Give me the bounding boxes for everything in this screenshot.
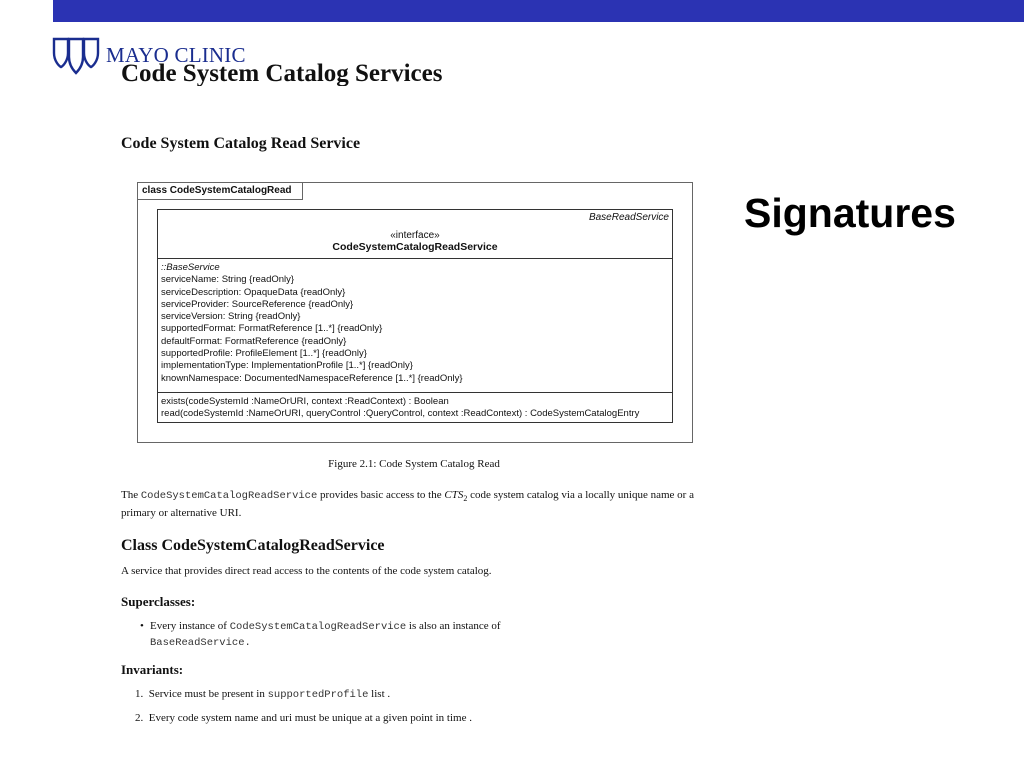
- bullet-text: .: [244, 636, 251, 649]
- cts-label: CTS: [444, 489, 464, 501]
- code-class-name: CodeSystemCatalogReadService: [140, 490, 318, 502]
- cts-subscript: 2: [463, 494, 468, 504]
- uml-attribute: supportedProfile: ProfileElement [1..*] {readOnly}: [161, 348, 367, 360]
- invariant-item: [135, 712, 472, 724]
- invariant-text: Service must be present in: [148, 688, 268, 700]
- uml-attribute: serviceDescription: OpaqueData {readOnly}: [161, 286, 346, 298]
- uml-attribute: implementationType: ImplementationProfile [1..*] {readOnly}: [161, 360, 413, 372]
- top-accent-bar: [53, 0, 1024, 22]
- code-supported-profile: supportedProfile: [267, 689, 369, 701]
- bullet-text: is also an instance of: [406, 620, 501, 632]
- uml-attribute: serviceVersion: String {readOnly}: [161, 311, 301, 323]
- uml-class-box: [157, 209, 673, 423]
- code-class-name: CodeSystemCatalogReadService: [229, 621, 407, 633]
- figure-caption: Figure 2.1: Code System Catalog Read: [328, 458, 500, 470]
- uml-attribute: serviceName: String {readOnly}: [161, 274, 295, 286]
- class-description: A service that provides direct read access to the contents of the code system catalog.: [121, 565, 492, 577]
- class-heading: Class CodeSystemCatalogReadService: [121, 537, 385, 554]
- intro-text: code system catalog via a locally unique name or a primary or alternative URI.: [121, 489, 694, 520]
- invariant-text: Every code system name and uri must be unique at a given point in time .: [148, 712, 472, 724]
- uml-attribute: serviceProvider: SourceReference {readOnly}: [161, 298, 354, 310]
- uml-class-header: [158, 210, 672, 259]
- bullet-icon: •: [140, 620, 144, 632]
- slide-heading: Signatures: [744, 190, 956, 236]
- uml-operation: exists(codeSystemId :NameOrURI, context :ReadContext) : Boolean: [161, 396, 449, 407]
- code-superclass-name: BaseReadService: [150, 636, 245, 649]
- mayo-shield-icon: [52, 35, 100, 75]
- logo-text: MAYO CLINIC: [106, 42, 246, 67]
- document-title: Code System Catalog Services: [121, 60, 443, 86]
- uml-class-diagram: [137, 182, 693, 443]
- uml-class-name: CodeSystemCatalogReadService: [332, 241, 498, 253]
- invariant-item: [135, 688, 390, 701]
- section-title: Code System Catalog Read Service: [121, 135, 361, 152]
- superclass-bullet: [140, 619, 560, 650]
- uml-attribute: defaultFormat: FormatReference {readOnly}: [161, 335, 347, 347]
- uml-attribute: knownNamespace: DocumentedNamespaceReference [1..*] {readOnly}: [161, 372, 463, 384]
- list-number: 2.: [135, 712, 144, 724]
- uml-stereotype: «interface»: [390, 230, 440, 241]
- invariant-text: list .: [368, 688, 391, 700]
- uml-attributes: [158, 259, 672, 393]
- intro-text: provides basic access to the: [317, 489, 445, 501]
- uml-operation: read(codeSystemId :NameOrURI, queryControl :QueryControl, context :ReadContext) : CodeSystemCatalogEntry: [161, 408, 640, 420]
- list-number: 1.: [135, 688, 144, 700]
- uml-inherited-from: ::BaseService: [161, 262, 220, 273]
- uml-superclass: BaseReadService: [588, 212, 669, 223]
- superclasses-heading: Superclasses:: [121, 594, 196, 609]
- uml-operations: [158, 393, 672, 421]
- uml-attribute: supportedFormat: FormatReference [1..*] {readOnly}: [161, 323, 383, 335]
- invariants-heading: Invariants:: [121, 662, 184, 677]
- uml-frame-label: class CodeSystemCatalogRead: [138, 183, 303, 200]
- bullet-text: Every instance of: [150, 620, 230, 632]
- intro-text: The: [121, 489, 141, 501]
- intro-paragraph: [121, 488, 721, 520]
